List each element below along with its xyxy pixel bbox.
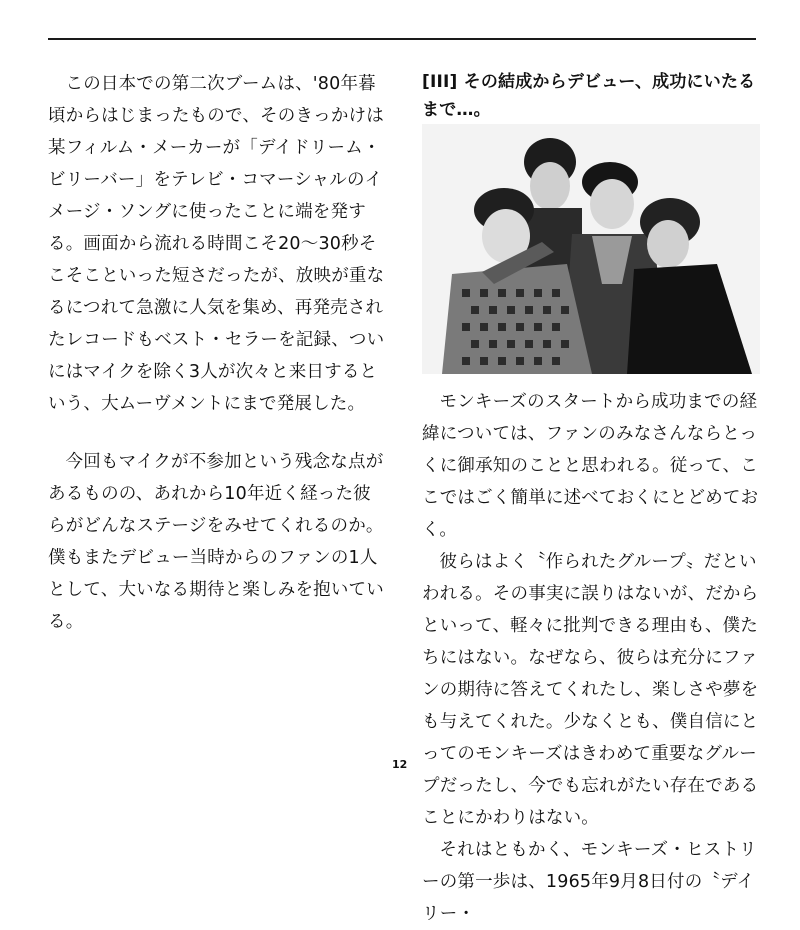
right-column xyxy=(422,68,760,930)
section-heading: [III] その結成からデビュー、成功にいたるまで…。 xyxy=(422,72,756,120)
right-paragraph-3: それはともかく、モンキーズ・ヒストリーの第一歩は、1965年9月8日付の〝デイリー・ xyxy=(422,840,757,924)
right-paragraph-1: モンキーズのスタートから成功までの経緯については、ファンのみなさんならとっくに御承知のことと思われる。従って、ここではごく簡単に述べておくにとどめておく。 xyxy=(422,392,759,540)
top-rule xyxy=(48,38,756,40)
right-paragraph-2: 彼らはよく〝作られたグループ〟だといわれる。その事実に誤りはないが、だからといって、軽々に批判できる理由も、僕たちにはない。なぜなら、彼らは充分にファンの期待に答えてくれたし、楽しさや夢をも与えてくれた。少なくとも、僕自信にとってのモンキーズはきわめて重要なグループだったし、今でも忘れがたい存在であることにかわりはない。 xyxy=(422,552,759,828)
page-number: 12 xyxy=(392,758,408,771)
band-photo xyxy=(422,124,760,374)
left-column xyxy=(48,68,388,638)
left-paragraph-1: この日本での第二次ブームは、'80年暮頃からはじまったもので、そのきっかけは某フィルム・メーカーが「デイドリーム・ビリーバー」をテレビ・コマーシャルのイメージ・ソングに使ったことに端を発する。画面から流れる時間こそ20〜30秒そこそこといった短さだったが、放映が重なるにつれて急激に人気を集め、再発売されたレコードもベスト・セラーを記録、ついにはマイクを除く3人が次々と来日するという、大ムーヴメントにまで発展した。 xyxy=(48,74,385,414)
left-paragraph-2: 今回もマイクが不参加という残念な点があるものの、あれから10年近く経った彼らがどんなステージをみせてくれるのか。僕もまたデビュー当時からのファンの1人として、大いなる期待と楽しみを抱いている。 xyxy=(48,452,384,632)
band-photo-illustration xyxy=(422,124,760,374)
